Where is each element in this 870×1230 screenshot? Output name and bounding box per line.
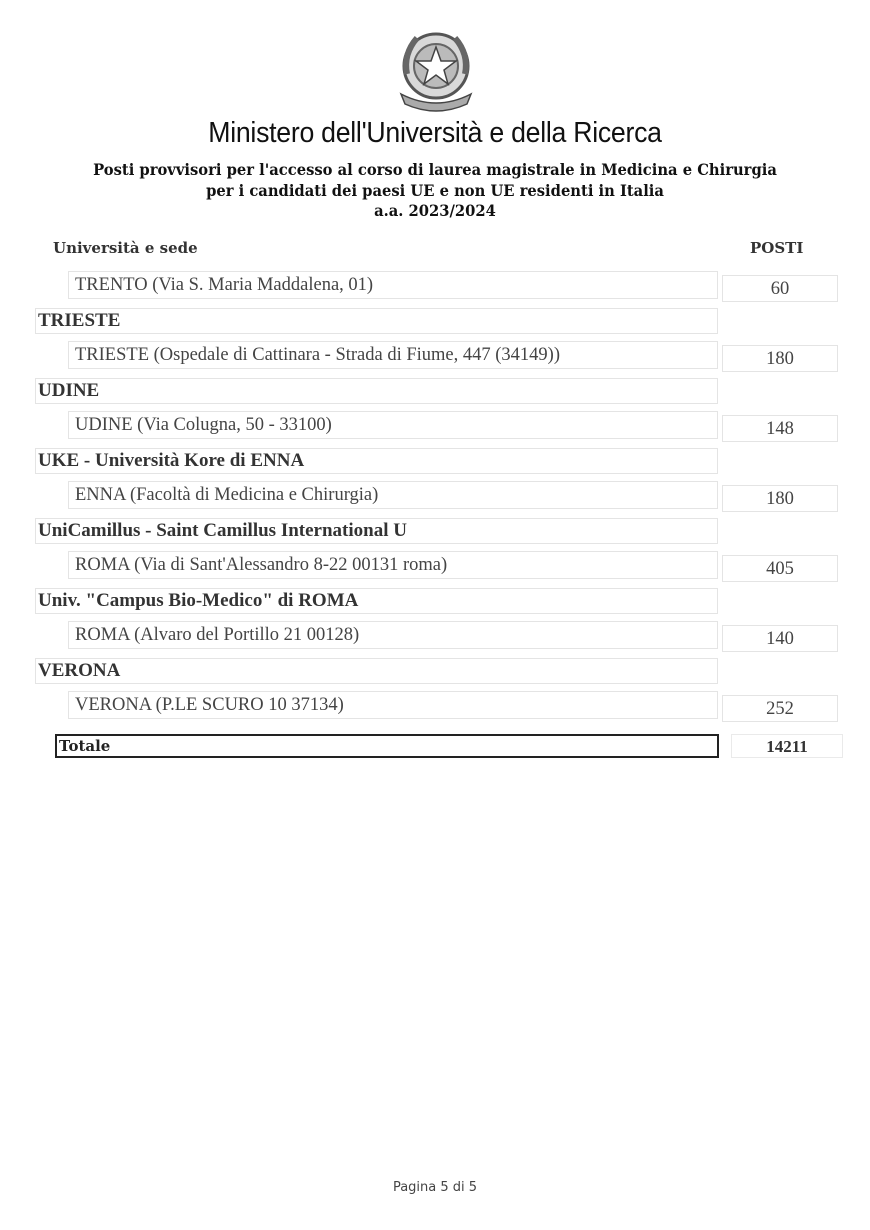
university-row: Univ. "Campus Bio-Medico" di ROMA [35,588,718,614]
sede-row: ENNA (Facoltà di Medicina e Chirurgia) [68,481,718,509]
total-label: Totale [59,737,111,755]
sede-row: ROMA (Alvaro del Portillo 21 00128) [68,621,718,649]
sede-row: ROMA (Via di Sant'Alessandro 8-22 00131 roma) [68,551,718,579]
ministry-title: Ministero dell'Università e della Ricerca [208,117,662,149]
posti-cell: 60 [722,275,838,302]
academic-year: a.a. 2023/2024 [374,201,496,220]
posti-cell: 405 [722,555,838,582]
posti-cell: 180 [722,345,838,372]
total-value: 14211 [731,734,843,758]
university-row: UniCamillus - Saint Camillus International U [35,518,718,544]
university-row: UDINE [35,378,718,404]
total-row [55,734,719,758]
page-number: Pagina 5 di 5 [392,1180,478,1195]
university-row: VERONA [35,658,718,684]
sede-row: TRIESTE (Ospedale di Cattinara - Strada di Fiume, 447 (34149)) [68,341,718,369]
document-subtitle: Posti provvisori per l'accesso al corso di laurea magistrale in Medicina e Chirurgia [93,160,777,179]
document-subtitle-line2: per i candidati dei paesi UE e non UE residenti in Italia [206,181,664,200]
university-row: UKE - Università Kore di ENNA [35,448,718,474]
university-row: TRIESTE [35,308,718,334]
posti-cell: 140 [722,625,838,652]
sede-row: UDINE (Via Colugna, 50 - 33100) [68,411,718,439]
column-header-university: Università e sede [53,239,198,257]
sede-row: VERONA (P.LE SCURO 10 37134) [68,691,718,719]
emblem-of-italy-icon [393,24,479,114]
sede-row: TRENTO (Via S. Maria Maddalena, 01) [68,271,718,299]
posti-cell: 148 [722,415,838,442]
posti-cell: 252 [722,695,838,722]
posti-cell: 180 [722,485,838,512]
column-header-posti: POSTI [750,239,804,257]
